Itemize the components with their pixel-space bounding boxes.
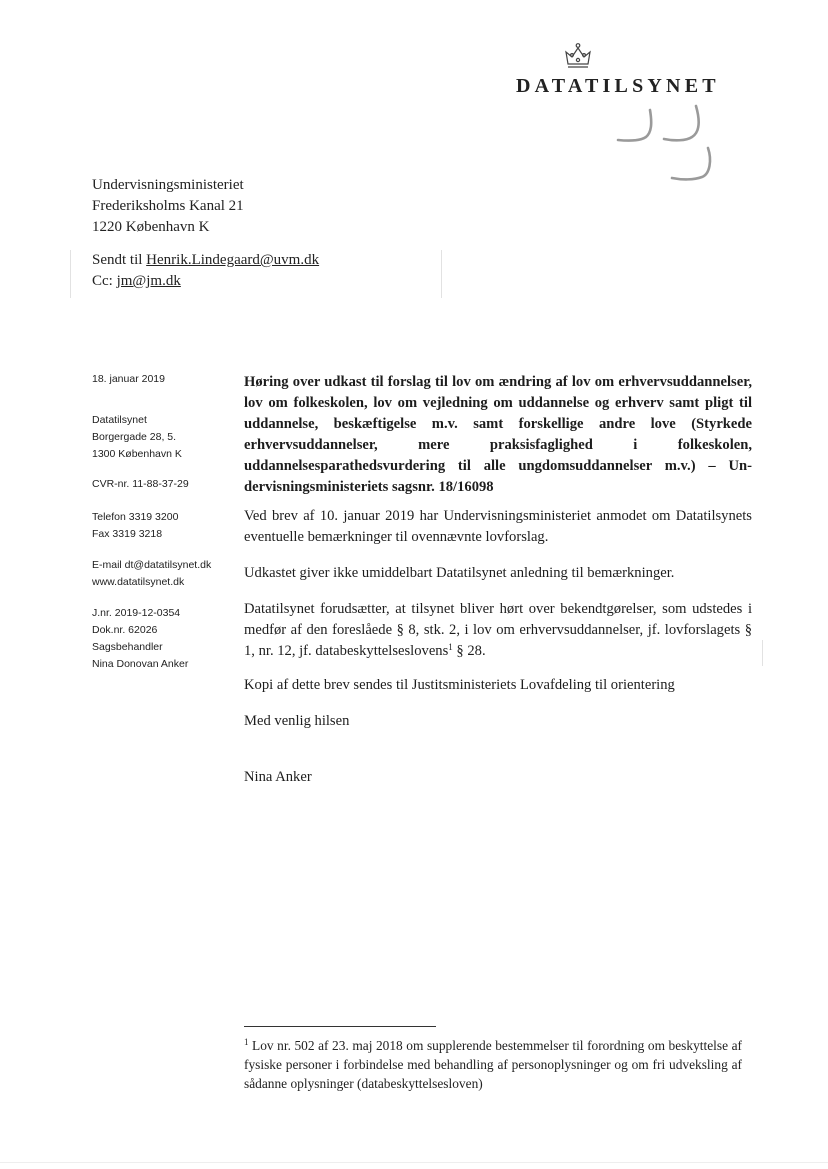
body-paragraph-3-end: § 28. [452, 643, 486, 659]
footnote-divider [244, 1026, 436, 1027]
footnote-text: Lov nr. 502 af 23. maj 2018 om supplerende bestemmelser til forordning om beskyttelse af fysiske personer i forbindelse med behandling af personoplysninger og om fri udveksling af sådanne oplysninger (databeskyttelsesloven) [244, 1038, 742, 1091]
recipient-name: Undervisningsministeriet [92, 177, 244, 193]
footnote-marker: 1 [244, 1037, 249, 1047]
phone-fax [92, 509, 178, 543]
signer-name: Nina Anker [244, 769, 312, 785]
document-number: Dok.nr. 62026 [92, 624, 158, 636]
cc-label: Cc: [92, 273, 117, 289]
sender-street: Borgergade 28, 5. [92, 431, 177, 443]
footnote-reference: 1 [448, 642, 453, 652]
org-logo-text: DATATILSYNET [516, 75, 720, 97]
sent-to-label: Sendt til [92, 252, 147, 268]
caseworker-name: Nina Donovan Anker [92, 658, 189, 670]
sender-email: E-mail dt@datatilsynet.dk [92, 559, 212, 571]
cc-email-link[interactable]: jm@jm.dk [116, 273, 181, 289]
sender-city: 1300 København K [92, 448, 182, 460]
body-paragraph-3 [244, 599, 752, 662]
scan-artifact-line [0, 1162, 828, 1163]
body-paragraph-3-text: Datatilsynet forudsætter, at tilsynet bliver hørt over bekendtgørelser, som udstedes i medfør af den foreslåede § 8, stk. 2, i lov om erhvervsuddannelser, jf. lovforslagets § 1, nr. 12, jf. databeskyttelseslovens [244, 601, 752, 659]
letter-date: 18. januar 2019 [92, 373, 165, 385]
handwritten-mark-icon [612, 104, 722, 190]
sender-address [92, 412, 182, 463]
reference-info [92, 605, 188, 673]
recipient-address [92, 175, 244, 238]
body-paragraph-2: Udkastet giver ikke umiddelbart Datatilsynet anledning til bemærkninger. [244, 565, 675, 581]
sent-to-email-link[interactable]: Henrik.Lindegaard@uvm.dk [146, 252, 320, 268]
cvr-number: CVR-nr. 11-88-37-29 [92, 478, 189, 490]
body-paragraph-4: Kopi af dette brev sendes til Justitsministeriets Lovafdeling til orientering [244, 677, 675, 693]
scan-artifact-line [70, 250, 71, 298]
recipient-city: 1220 København K [92, 219, 210, 235]
journal-number: J.nr. 2019-12-0354 [92, 607, 181, 619]
footnote [244, 1036, 742, 1093]
sender-name: Datatilsynet [92, 414, 147, 426]
recipient-street: Frederiksholms Kanal 21 [92, 198, 244, 214]
crown-logo-icon [563, 42, 593, 70]
contact-info [92, 557, 211, 591]
closing-salutation: Med venlig hilsen [244, 713, 350, 729]
sender-website: www.datatilsynet.dk [92, 576, 185, 588]
fax-number: Fax 3319 3218 [92, 528, 163, 540]
phone-number: Telefon 3319 3200 [92, 511, 179, 523]
caseworker-label: Sagsbehandler [92, 641, 163, 653]
letter-subject: Høring over udkast til forslag til lov om ændring af lov om erhvervsuddannelser, lov om folkeskolen, lov om vejledning om uddannelse og erhverv samt pligt til uddannelse, beskæftigelse m.v. samt forskellige andre love (Styrkede erhvervsuddannelser, mere praksisfaglighed i folkeskolen, uddannelsesparathedsvurdering til alle ungdomsuddannelser m.v.) – Undervisningsministeriets sagsnr. 18/16098 [244, 374, 752, 495]
sent-to-block [92, 250, 319, 292]
body-paragraph-1: Ved brev af 10. januar 2019 har Undervisningsministeriet anmodet om Datatilsynets eventuelle bemærkninger til ovennævnte lovforslag. [244, 508, 752, 545]
scan-artifact-line [441, 250, 442, 298]
scan-artifact-line [762, 640, 763, 666]
